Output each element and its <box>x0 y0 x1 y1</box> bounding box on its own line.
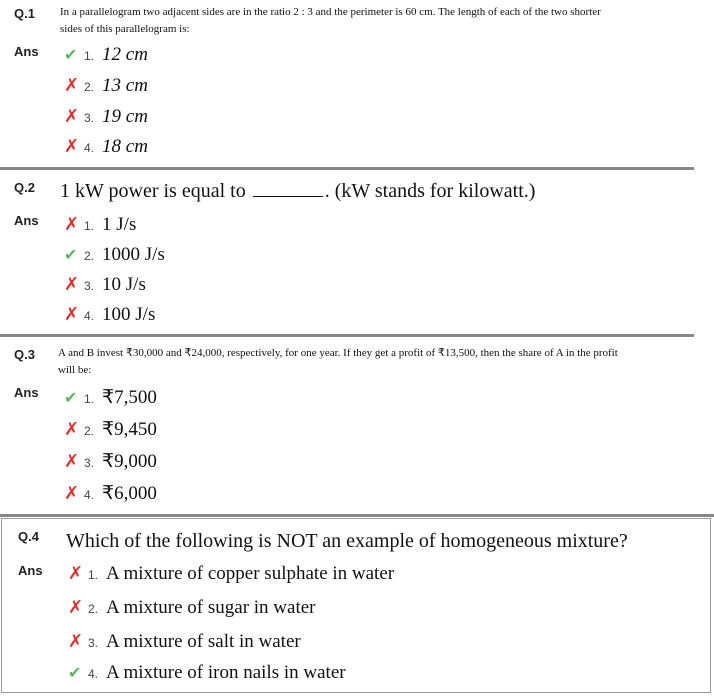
question-separator <box>0 167 694 170</box>
question-text-after: . (kW stands for kilowatt.) <box>324 180 536 202</box>
check-icon: ✔ <box>68 665 82 682</box>
option-number: 2. <box>84 424 95 438</box>
option-number: 2. <box>84 80 95 94</box>
answer-label: Ans <box>14 213 39 228</box>
check-icon: ✔ <box>64 247 78 264</box>
option-text: ₹7,500 <box>102 387 157 408</box>
cross-icon: ✗ <box>64 304 80 325</box>
option-row <box>64 44 148 66</box>
option-row <box>64 482 157 505</box>
option-text: 12 cm <box>102 44 148 65</box>
answer-label: Ans <box>14 44 39 59</box>
option-text: ₹9,000 <box>102 451 157 472</box>
option-row <box>68 662 346 684</box>
option-text: A mixture of salt in water <box>106 631 301 652</box>
question-number: Q.2 <box>14 180 35 195</box>
option-number: 4. <box>84 309 95 323</box>
option-row <box>68 631 301 653</box>
option-row <box>64 386 157 409</box>
option-number: 3. <box>84 279 95 293</box>
cross-icon: ✗ <box>64 274 80 295</box>
question-separator <box>0 334 694 337</box>
option-number: 1. <box>88 568 99 582</box>
cross-icon: ✗ <box>64 483 80 504</box>
question-number: Q.3 <box>14 347 35 362</box>
option-number: 2. <box>88 602 99 616</box>
question-number: Q.1 <box>14 6 35 21</box>
option-number: 2. <box>84 249 95 263</box>
option-row <box>68 563 394 585</box>
cross-icon: ✗ <box>64 75 80 96</box>
option-text: ₹9,450 <box>102 419 157 440</box>
option-number: 3. <box>88 636 99 650</box>
option-text: 10 J/s <box>102 274 146 295</box>
cross-icon: ✗ <box>64 136 80 157</box>
question-text-before: 1 kW power is equal to <box>60 180 246 202</box>
option-text: 1000 J/s <box>102 244 165 265</box>
option-number: 1. <box>84 219 95 233</box>
question-separator <box>0 514 714 517</box>
option-number: 4. <box>84 488 95 502</box>
option-text: A mixture of sugar in water <box>106 597 316 618</box>
option-text: A mixture of copper sulphate in water <box>106 563 395 584</box>
option-text: ₹6,000 <box>102 483 157 504</box>
option-number: 3. <box>84 456 95 470</box>
cross-icon: ✗ <box>64 451 80 472</box>
option-row <box>64 450 157 473</box>
cross-icon: ✗ <box>64 106 80 127</box>
cross-icon: ✗ <box>68 597 84 618</box>
option-number: 4. <box>88 667 99 681</box>
option-row <box>64 106 148 128</box>
answer-label: Ans <box>18 563 43 578</box>
option-row <box>64 136 148 158</box>
question-text <box>60 179 680 203</box>
question-text: A and B invest ₹30,000 and ₹24,000, respectively, for one year. If they get a profit of ₹13,500, then the share of A in the profit will be: <box>58 347 618 376</box>
fill-in-blank <box>253 195 323 197</box>
cross-icon: ✗ <box>68 563 84 584</box>
question-number: Q.4 <box>18 529 39 544</box>
option-row <box>64 304 155 326</box>
check-icon: ✔ <box>64 390 78 407</box>
option-text: A mixture of iron nails in water <box>106 662 346 683</box>
answer-label: Ans <box>14 385 39 400</box>
option-text: 13 cm <box>102 75 148 96</box>
option-row <box>64 274 146 296</box>
option-row <box>64 75 148 97</box>
option-row <box>64 214 136 236</box>
option-number: 4. <box>84 141 95 155</box>
option-row <box>64 418 157 441</box>
option-number: 3. <box>84 111 95 125</box>
check-icon: ✔ <box>64 47 78 64</box>
option-number: 1. <box>84 392 95 406</box>
option-text: 19 cm <box>102 106 148 127</box>
question-text: Which of the following is NOT an example of homogeneous mixture? <box>66 530 628 552</box>
option-text: 1 J/s <box>102 214 137 235</box>
cross-icon: ✗ <box>64 419 80 440</box>
cross-icon: ✗ <box>68 631 84 652</box>
option-row <box>64 244 165 266</box>
option-number: 1. <box>84 49 95 63</box>
option-text: 18 cm <box>102 136 148 157</box>
option-row <box>68 597 316 619</box>
question-text: In a parallelogram two adjacent sides are in the ratio 2 : 3 and the perimeter is 60 cm. The length of each of the two shorter sides of this parallelogram is: <box>60 6 601 35</box>
cross-icon: ✗ <box>64 214 80 235</box>
option-text: 100 J/s <box>102 304 156 325</box>
